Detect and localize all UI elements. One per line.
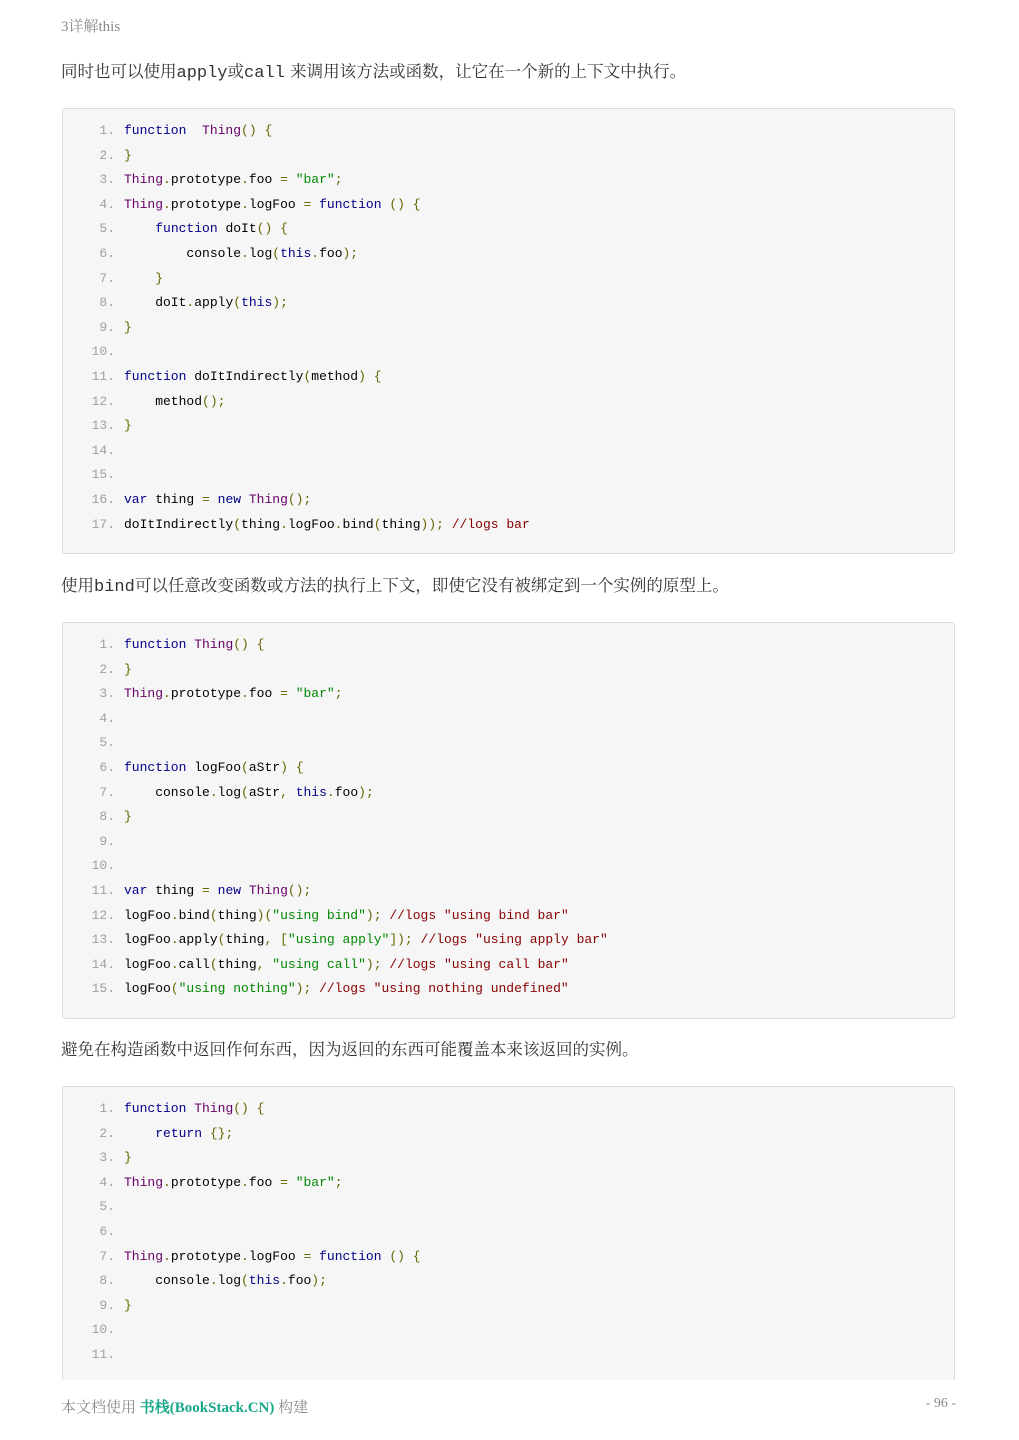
code-text: } <box>155 270 164 286</box>
line-number: 6. <box>99 759 115 775</box>
code-line <box>63 168 954 193</box>
code-line <box>63 879 954 904</box>
line-number: 11. <box>91 1346 115 1362</box>
line-number: 6. <box>99 1223 115 1239</box>
inline-code: bind <box>94 578 135 597</box>
code-text: Thing.prototype.foo = "bar"; <box>124 172 343 188</box>
code-line <box>63 414 954 439</box>
code-text: Thing.prototype.foo = "bar"; <box>124 686 343 702</box>
line-number: 2. <box>99 661 115 677</box>
line-number: 4. <box>99 1174 115 1190</box>
footer-suffix: 构建 <box>274 1400 309 1416</box>
document-header: 3详解this <box>61 19 121 35</box>
line-number: 3. <box>99 1150 115 1166</box>
bookstack-link[interactable]: 书栈(BookStack.CN) <box>139 1400 275 1416</box>
code-line <box>63 707 954 732</box>
code-text: Thing.prototype.logFoo = function () { <box>124 196 421 212</box>
line-number: 10. <box>91 1322 115 1338</box>
line-number: 12. <box>91 907 115 923</box>
inline-code: apply <box>176 64 228 83</box>
code-text: logFoo("using nothing"); //logs "using nothing undefined" <box>124 981 569 997</box>
code-line <box>63 1146 954 1171</box>
code-line <box>63 267 954 292</box>
code-text: console.log(this.foo); <box>124 245 359 261</box>
line-number: 14. <box>91 442 115 458</box>
code-text: logFoo.bind(thing)("using bind"); //logs "using bind bar" <box>124 907 569 923</box>
code-lines <box>63 119 954 537</box>
code-text: } <box>124 319 132 335</box>
code-text: } <box>124 1150 132 1166</box>
code-text: Thing.prototype.foo = "bar"; <box>124 1174 343 1190</box>
line-number: 1. <box>99 1101 115 1116</box>
line-number: 11. <box>91 882 115 898</box>
line-number: 5. <box>99 221 115 237</box>
code-text: function Thing() { <box>124 123 273 138</box>
code-lines <box>63 1097 954 1368</box>
line-number: 2. <box>99 1125 115 1141</box>
code-line <box>63 119 954 144</box>
code-line <box>63 1269 954 1294</box>
paragraph-text: 使用 <box>61 576 94 595</box>
code-text: } <box>124 418 132 434</box>
code-line <box>63 953 954 978</box>
code-lines <box>63 633 954 1002</box>
line-number: 15. <box>91 467 115 483</box>
line-number: 3. <box>99 686 115 702</box>
code-line <box>63 756 954 781</box>
footer-prefix: 本文档使用 <box>61 1400 140 1416</box>
line-number: 9. <box>99 319 115 335</box>
line-number: 2. <box>99 147 115 163</box>
code-text: function doIt() { <box>155 221 288 237</box>
line-number: 4. <box>99 196 115 212</box>
line-number: 9. <box>99 833 115 849</box>
line-number: 9. <box>99 1297 115 1313</box>
code-text: Thing.prototype.logFoo = function () { <box>124 1248 421 1264</box>
paragraph-text: 同时也可以使用 <box>61 62 177 81</box>
footer-credit <box>61 1396 308 1417</box>
code-text: doIt.apply(this); <box>124 295 288 311</box>
line-number: 15. <box>91 981 115 997</box>
code-line <box>63 658 954 683</box>
code-line <box>63 439 954 464</box>
code-block-3 <box>62 1086 955 1380</box>
code-text: method(); <box>124 393 226 409</box>
code-text: function logFoo(aStr) { <box>124 759 304 775</box>
code-line <box>63 513 954 538</box>
line-number: 8. <box>99 1273 115 1289</box>
line-number: 5. <box>99 1199 115 1215</box>
code-line <box>63 144 954 169</box>
line-number: 16. <box>91 491 115 507</box>
paragraph-constructor: 避免在构造函数中返回作何东西，因为返回的东西可能覆盖本来该返回的实例。 <box>61 1040 639 1059</box>
code-text: var thing = new Thing(); <box>124 491 312 507</box>
code-line <box>63 340 954 365</box>
code-line <box>63 805 954 830</box>
line-number: 3. <box>99 172 115 188</box>
paragraph-apply-call <box>61 60 961 86</box>
code-block-1 <box>62 108 955 554</box>
code-text: function doItIndirectly(method) { <box>124 368 382 384</box>
line-number: 4. <box>99 710 115 726</box>
line-number: 7. <box>99 270 115 286</box>
code-line <box>63 633 954 658</box>
code-line <box>63 193 954 218</box>
paragraph-text: 可以任意改变函数或方法的执行上下文，即使它没有被绑定到一个实例的原型上。 <box>134 576 729 595</box>
code-line <box>63 242 954 267</box>
line-number: 8. <box>99 809 115 825</box>
line-number: 12. <box>91 393 115 409</box>
line-number: 5. <box>99 735 115 751</box>
code-line <box>63 1195 954 1220</box>
paragraph-text: 或 <box>227 62 245 81</box>
line-number: 11. <box>91 368 115 384</box>
code-text: console.log(aStr, this.foo); <box>124 784 374 800</box>
line-number: 13. <box>91 418 115 434</box>
line-number: 14. <box>91 956 115 972</box>
code-line <box>63 928 954 953</box>
line-number: 13. <box>91 932 115 948</box>
code-text: } <box>124 661 132 677</box>
line-number: 1. <box>99 637 115 652</box>
code-line <box>63 1245 954 1270</box>
paragraph-bind <box>61 574 961 600</box>
code-text: console.log(this.foo); <box>124 1273 327 1289</box>
code-line <box>63 1122 954 1147</box>
code-line <box>63 365 954 390</box>
code-line <box>63 854 954 879</box>
line-number: 1. <box>99 123 115 138</box>
code-text: } <box>124 809 132 825</box>
line-number: 8. <box>99 295 115 311</box>
code-text: } <box>124 1297 132 1313</box>
code-line <box>63 1318 954 1343</box>
line-number: 6. <box>99 245 115 261</box>
code-line <box>63 1220 954 1245</box>
code-line <box>63 682 954 707</box>
code-line <box>63 1343 954 1368</box>
code-text: } <box>124 147 132 163</box>
code-line <box>63 731 954 756</box>
code-line <box>63 1294 954 1319</box>
code-block-2 <box>62 622 955 1019</box>
code-line <box>63 390 954 415</box>
line-number: 10. <box>91 344 115 360</box>
code-text: return {}; <box>155 1125 234 1141</box>
code-line <box>63 1171 954 1196</box>
code-line <box>63 781 954 806</box>
code-text: function Thing() { <box>124 637 265 652</box>
line-number: 10. <box>91 858 115 874</box>
line-number: 7. <box>99 1248 115 1264</box>
code-line <box>63 316 954 341</box>
line-number: 17. <box>91 516 115 532</box>
code-text: doItIndirectly(thing.logFoo.bind(thing)); //logs bar <box>124 516 530 532</box>
code-line <box>63 977 954 1002</box>
code-line <box>63 291 954 316</box>
line-number: 7. <box>99 784 115 800</box>
code-text: var thing = new Thing(); <box>124 882 312 898</box>
code-text: function Thing() { <box>124 1101 265 1116</box>
inline-code: call <box>244 64 285 83</box>
code-text: logFoo.call(thing, "using call"); //logs "using call bar" <box>124 956 569 972</box>
code-line <box>63 488 954 513</box>
code-line <box>63 904 954 929</box>
code-line <box>63 463 954 488</box>
paragraph-text: 来调用该方法或函数，让它在一个新的上下文中执行。 <box>284 62 687 81</box>
code-line <box>63 1097 954 1122</box>
code-line <box>63 217 954 242</box>
code-line <box>63 830 954 855</box>
page-number: - 96 - <box>925 1396 956 1411</box>
code-text: logFoo.apply(thing, ["using apply"]); //logs "using apply bar" <box>124 932 608 948</box>
